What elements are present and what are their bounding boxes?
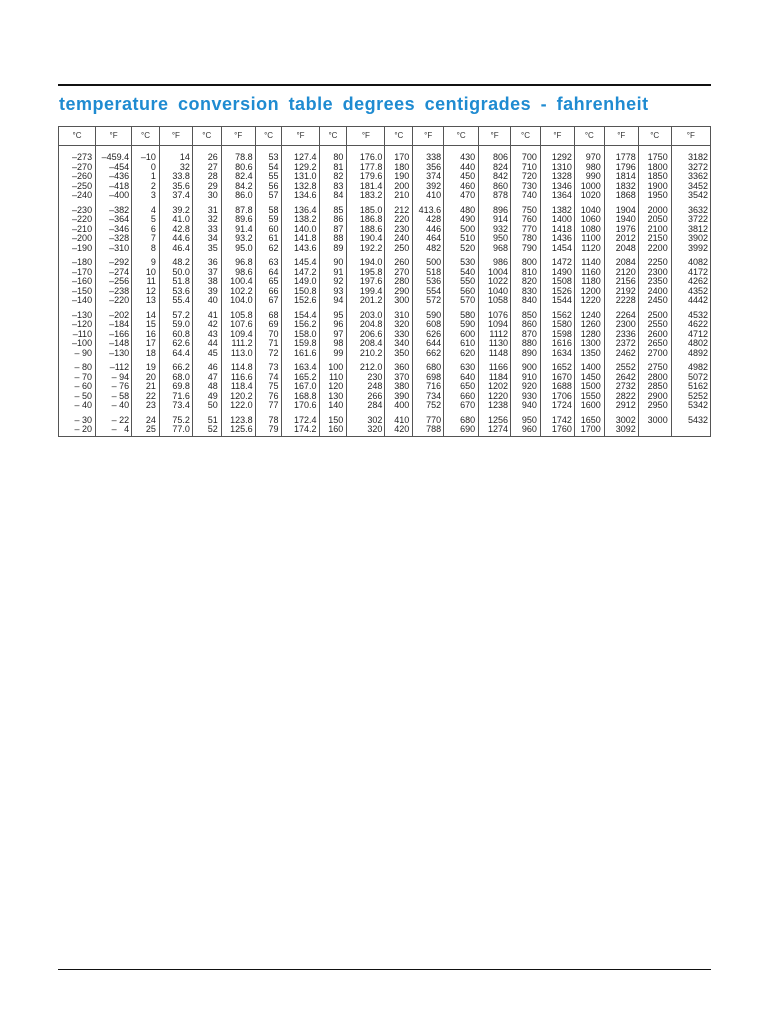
header-cell: °C	[574, 127, 604, 146]
celsius-cell: 26 27 28 29 30	[192, 146, 221, 204]
fahrenheit-cell: 3002 3092	[604, 414, 638, 437]
celsius-cell: 800 810 820 830 840	[511, 256, 541, 309]
header-cell: °C	[385, 127, 413, 146]
fahrenheit-cell: 4532 4622 4712 4802 4892	[671, 309, 710, 362]
fahrenheit-cell: 2084 2120 2156 2192 2228	[604, 256, 638, 309]
celsius-cell: 900 910 920 930 940	[511, 361, 541, 414]
fahrenheit-cell: 2552 2642 2732 2822 2912	[604, 361, 638, 414]
celsius-cell: 530 540 550 560 570	[444, 256, 479, 309]
fahrenheit-cell: 105.8 107.6 109.4 111.2 113.0	[221, 309, 255, 362]
fahrenheit-cell: 172.4 174.2	[282, 414, 319, 437]
celsius-cell: 2500 2550 2600 2650 2700	[638, 309, 671, 362]
page-title: temperature conversion table degrees centigrades - fahrenheit	[59, 94, 649, 114]
celsius-cell: 51 52	[192, 414, 221, 437]
fahrenheit-cell: 1742 1760	[540, 414, 574, 437]
celsius-cell: 46 47 48 49 50	[192, 361, 221, 414]
fahrenheit-cell: 1256 1274	[479, 414, 511, 437]
celsius-cell: 480 490 500 510 520	[444, 204, 479, 257]
fahrenheit-cell: 680 698 716 734 752	[413, 361, 444, 414]
celsius-cell: 36 37 38 39 40	[192, 256, 221, 309]
fahrenheit-cell: 194.0 195.8 197.6 199.4 201.2	[347, 256, 385, 309]
header-cell: °F	[540, 127, 574, 146]
celsius-cell: 170 180 190 200 210	[385, 146, 413, 204]
celsius-cell: 53 54 55 56 57	[255, 146, 282, 204]
fahrenheit-cell: 87.8 89.6 91.4 93.2 95.0	[221, 204, 255, 257]
header-cell: °C	[444, 127, 479, 146]
celsius-cell: 970 980 990 1000 1020	[574, 146, 604, 204]
header-cell: °C	[511, 127, 541, 146]
fahrenheit-cell: 136.4 138.2 140.0 141.8 143.6	[282, 204, 319, 257]
header-cell: °C	[638, 127, 671, 146]
fahrenheit-cell: 66.2 68.0 69.8 71.6 73.4	[159, 361, 192, 414]
fahrenheit-cell: 127.4 129.2 131.0 132.8 134.6	[282, 146, 319, 204]
fahrenheit-cell: 154.4 156.2 158.0 159.8 161.6	[282, 309, 319, 362]
header-cell: °C	[59, 127, 96, 146]
bottom-rule	[58, 969, 711, 970]
fahrenheit-cell: 1472 1490 1508 1526 1544	[540, 256, 574, 309]
header-cell: °C	[192, 127, 221, 146]
celsius-cell: 1240 1260 1280 1300 1350	[574, 309, 604, 362]
fahrenheit-cell: 185.0 186.8 188.6 190.4 192.2	[347, 204, 385, 257]
table-row-group	[59, 309, 711, 362]
fahrenheit-cell: 3632 3722 3812 3902 3992	[671, 204, 710, 257]
celsius-cell: 310 320 330 340 350	[385, 309, 413, 362]
fahrenheit-cell: 14 32 33.8 35.6 37.4	[159, 146, 192, 204]
fahrenheit-cell: – 22 – 4	[96, 414, 132, 437]
fahrenheit-cell: 1166 1184 1202 1220 1238	[479, 361, 511, 414]
fahrenheit-cell: 75.2 77.0	[159, 414, 192, 437]
fahrenheit-cell: –202 –184 –166 –148 –130	[96, 309, 132, 362]
celsius-cell: 95 96 97 98 99	[319, 309, 347, 362]
celsius-cell: 2750 2800 2850 2900 2950	[638, 361, 671, 414]
header-cell: °F	[282, 127, 319, 146]
celsius-cell: 2000 2050 2100 2150 2200	[638, 204, 671, 257]
fahrenheit-cell: 1382 1400 1418 1436 1454	[540, 204, 574, 257]
fahrenheit-cell: 2264 2300 2336 2372 2462	[604, 309, 638, 362]
conversion-table	[58, 126, 711, 437]
fahrenheit-cell: 302 320	[347, 414, 385, 437]
fahrenheit-cell: 1292 1310 1328 1346 1364	[540, 146, 574, 204]
celsius-cell: 68 69 70 71 72	[255, 309, 282, 362]
celsius-cell: 630 640 650 660 670	[444, 361, 479, 414]
celsius-cell: 24 25	[132, 414, 160, 437]
celsius-cell: 14 15 16 17 18	[132, 309, 160, 362]
celsius-cell: –130 –120 –110 –100 – 90	[59, 309, 96, 362]
header-cell: °F	[479, 127, 511, 146]
celsius-cell: –273 –270 –260 –250 –240	[59, 146, 96, 204]
fahrenheit-cell: 145.4 147.2 149.0 150.8 152.6	[282, 256, 319, 309]
table-row-group	[59, 146, 711, 204]
celsius-cell: 73 74 75 76 77	[255, 361, 282, 414]
fahrenheit-cell: 163.4 165.2 167.0 168.8 170.6	[282, 361, 319, 414]
fahrenheit-cell: –459.4 –454 –436 –418 –400	[96, 146, 132, 204]
header-row	[59, 127, 711, 146]
fahrenheit-cell: 57.2 59.0 60.8 62.6 64.4	[159, 309, 192, 362]
fahrenheit-cell: 176.0 177.8 179.6 181.4 183.2	[347, 146, 385, 204]
celsius-cell: 80 81 82 83 84	[319, 146, 347, 204]
celsius-cell: 150 160	[319, 414, 347, 437]
celsius-cell: 2250 2300 2350 2400 2450	[638, 256, 671, 309]
fahrenheit-cell: 212.0 230 248 266 284	[347, 361, 385, 414]
fahrenheit-cell: 96.8 98.6 100.4 102.2 104.0	[221, 256, 255, 309]
fahrenheit-cell: 114.8 116.6 118.4 120.2 122.0	[221, 361, 255, 414]
fahrenheit-cell: 3182 3272 3362 3452 3542	[671, 146, 710, 204]
header-cell: °C	[132, 127, 160, 146]
fahrenheit-cell: 896 914 932 950 968	[479, 204, 511, 257]
celsius-cell: 850 860 870 880 890	[511, 309, 541, 362]
celsius-cell: – 30 – 20	[59, 414, 96, 437]
table-body	[59, 146, 711, 437]
fahrenheit-cell: –112 – 94 – 76 – 58 – 40	[96, 361, 132, 414]
fahrenheit-cell: 1652 1670 1688 1706 1724	[540, 361, 574, 414]
fahrenheit-cell: 1904 1940 1976 2012 2048	[604, 204, 638, 257]
header-cell: °F	[96, 127, 132, 146]
celsius-cell: 100 110 120 130 140	[319, 361, 347, 414]
celsius-cell: 1040 1060 1080 1100 1120	[574, 204, 604, 257]
fahrenheit-cell: 590 608 626 644 662	[413, 309, 444, 362]
fahrenheit-cell: 1562 1580 1598 1616 1634	[540, 309, 574, 362]
celsius-cell: 1650 1700	[574, 414, 604, 437]
fahrenheit-cell: 806 824 842 860 878	[479, 146, 511, 204]
fahrenheit-cell: 4982 5072 5162 5252 5342	[671, 361, 710, 414]
fahrenheit-cell: 39.2 41.0 42.8 44.6 46.4	[159, 204, 192, 257]
celsius-cell: 90 91 92 93 94	[319, 256, 347, 309]
table-row-group	[59, 204, 711, 257]
celsius-cell: 580 590 600 610 620	[444, 309, 479, 362]
celsius-cell: 212 220 230 240 250	[385, 204, 413, 257]
top-rule	[58, 84, 711, 86]
celsius-cell: 4 5 6 7 8	[132, 204, 160, 257]
header-cell: °F	[671, 127, 710, 146]
fahrenheit-cell: 5432	[671, 414, 710, 437]
celsius-cell: 1750 1800 1850 1900 1950	[638, 146, 671, 204]
header-cell: °F	[221, 127, 255, 146]
celsius-cell: 19 20 21 22 23	[132, 361, 160, 414]
celsius-cell: 260 270 280 290 300	[385, 256, 413, 309]
celsius-cell: 58 59 60 61 62	[255, 204, 282, 257]
celsius-cell: 700 710 720 730 740	[511, 146, 541, 204]
fahrenheit-cell: 48.2 50.0 51.8 53.6 55.4	[159, 256, 192, 309]
header-cell: °C	[319, 127, 347, 146]
table-row-group	[59, 414, 711, 437]
celsius-cell: –10 0 1 2 3	[132, 146, 160, 204]
fahrenheit-cell: 123.8 125.6	[221, 414, 255, 437]
celsius-cell: 360 370 380 390 400	[385, 361, 413, 414]
celsius-cell: 63 64 65 66 67	[255, 256, 282, 309]
header-cell: °F	[347, 127, 385, 146]
celsius-cell: 3000	[638, 414, 671, 437]
celsius-cell: 750 760 770 780 790	[511, 204, 541, 257]
fahrenheit-cell: –292 –274 –256 –238 –220	[96, 256, 132, 309]
fahrenheit-cell: 338 356 374 392 410	[413, 146, 444, 204]
fahrenheit-cell: 500 518 536 554 572	[413, 256, 444, 309]
celsius-cell: –180 –170 –160 –150 –140	[59, 256, 96, 309]
celsius-cell: – 80 – 70 – 60 – 50 – 40	[59, 361, 96, 414]
fahrenheit-cell: 4082 4172 4262 4352 4442	[671, 256, 710, 309]
header-cell: °F	[604, 127, 638, 146]
fahrenheit-cell: 78.8 80.6 82.4 84.2 86.0	[221, 146, 255, 204]
header-cell: °C	[255, 127, 282, 146]
celsius-cell: 410 420	[385, 414, 413, 437]
fahrenheit-cell: 1778 1796 1814 1832 1868	[604, 146, 638, 204]
fahrenheit-cell: 770 788	[413, 414, 444, 437]
celsius-cell: 31 32 33 34 35	[192, 204, 221, 257]
celsius-cell: 85 86 87 88 89	[319, 204, 347, 257]
fahrenheit-cell: 986 1004 1022 1040 1058	[479, 256, 511, 309]
celsius-cell: 680 690	[444, 414, 479, 437]
fahrenheit-cell: –382 –364 –346 –328 –310	[96, 204, 132, 257]
celsius-cell: 78 79	[255, 414, 282, 437]
fahrenheit-cell: 203.0 204.8 206.6 208.4 210.2	[347, 309, 385, 362]
celsius-cell: 430 440 450 460 470	[444, 146, 479, 204]
header-cell: °F	[413, 127, 444, 146]
table-row-group	[59, 361, 711, 414]
fahrenheit-cell: 1076 1094 1112 1130 1148	[479, 309, 511, 362]
table-row-group	[59, 256, 711, 309]
celsius-cell: 1400 1450 1500 1550 1600	[574, 361, 604, 414]
celsius-cell: 950 960	[511, 414, 541, 437]
celsius-cell: 1140 1160 1180 1200 1220	[574, 256, 604, 309]
header-cell: °F	[159, 127, 192, 146]
fahrenheit-cell: 413.6 428 446 464 482	[413, 204, 444, 257]
celsius-cell: 41 42 43 44 45	[192, 309, 221, 362]
celsius-cell: 9 10 11 12 13	[132, 256, 160, 309]
celsius-cell: –230 –220 –210 –200 –190	[59, 204, 96, 257]
